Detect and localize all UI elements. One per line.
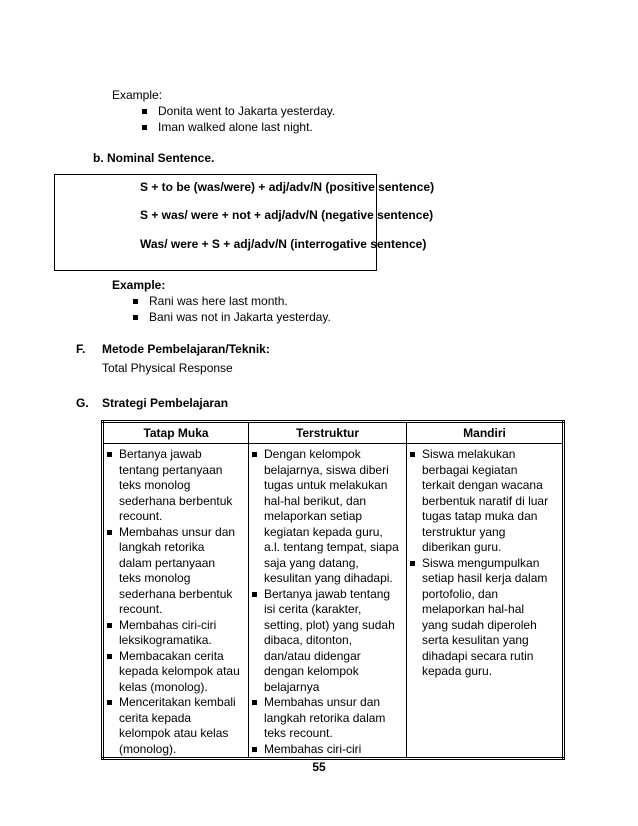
table-row [103, 444, 564, 759]
square-bullet-icon [252, 700, 257, 705]
section-f-title: Metode Pembelajaran/Teknik: [102, 342, 270, 356]
cell-line: terstruktur yang [422, 524, 506, 539]
list-item: Iman walked alone last night. [142, 120, 313, 134]
cell-line: Membahas unsur dan [264, 695, 381, 709]
header-mandiri: Mandiri [407, 422, 564, 444]
cell-line: a.l. tentang tempat, siapa [264, 540, 399, 554]
formula-positive: S + to be (was/were) + adj/adv/N (positive sentence) [140, 180, 435, 194]
cell-line: langkah retorika [119, 540, 205, 554]
cell-line: kesulitan yang dihadapi. [264, 571, 393, 585]
square-bullet-icon [252, 747, 257, 752]
list-item: Donita went to Jakarta yesterday. [142, 104, 335, 118]
list-item [104, 618, 248, 649]
list-item [104, 649, 248, 696]
col-mandiri [407, 444, 564, 759]
cell-line: dan/atau didengar [264, 648, 361, 663]
cell-line: (monolog). [119, 741, 177, 756]
cell-line: dihadapi secara rutin [422, 648, 534, 663]
list-item [249, 695, 406, 742]
cell-line: Bertanya jawab tentang [264, 586, 391, 601]
cell-line: dengan kelompok [264, 664, 359, 678]
cell-line: berbentuk naratif di luar [422, 493, 549, 508]
square-bullet-icon [107, 700, 112, 705]
table-header-row [103, 422, 564, 444]
square-bullet-icon [410, 561, 415, 566]
square-bullet-icon [107, 530, 112, 535]
list-item [407, 556, 562, 680]
cell-line: recount. [119, 602, 163, 616]
nominal-heading: b. Nominal Sentence. [93, 151, 215, 165]
cell-line: kegiatan kepada guru, [264, 524, 383, 539]
cell-line: Siswa mengumpulkan [422, 555, 540, 570]
cell-line: dalam pertanyaan [119, 555, 216, 570]
cell-line: kelas (monolog). [119, 679, 208, 694]
cell-line: teks recount. [264, 726, 333, 740]
cell-line: sederhana berbentuk [119, 586, 233, 601]
strategy-table [101, 420, 565, 760]
cell-line: portofolio, dan [422, 586, 499, 601]
square-bullet-icon [133, 299, 138, 304]
formula-negative: S + was/ were + not + adj/adv/N (negative sentence) [140, 208, 434, 222]
cell-line: Membahas ciri-ciri [264, 741, 362, 756]
square-bullet-icon [133, 315, 138, 320]
square-bullet-icon [142, 109, 147, 114]
example-label: Example: [112, 88, 163, 102]
header-tatap-muka: Tatap Muka [103, 422, 249, 444]
cell-line: leksikogramatika. [119, 633, 212, 647]
section-g-title: Strategi Pembelajaran [102, 396, 229, 410]
cell-line: Membahas ciri-ciri [119, 617, 217, 632]
section-f-letter: F. [76, 342, 86, 356]
cell-line: recount. [119, 509, 163, 523]
cell-line: saja yang datang, [264, 555, 359, 570]
cell-line: tentang pertanyaan [119, 462, 223, 477]
list-item: Rani was here last month. [133, 294, 288, 308]
list-item [249, 742, 406, 758]
page-number: 55 [312, 760, 326, 774]
square-bullet-icon [252, 452, 257, 457]
cell-line: diberikan guru. [422, 540, 502, 554]
cell-line: melaporkan setiap [264, 509, 363, 523]
square-bullet-icon [107, 654, 112, 659]
list-item [407, 447, 562, 556]
cell-line: terkait dengan wacana [422, 478, 543, 492]
cell-line: tugas untuk melakukan [264, 478, 388, 492]
square-bullet-icon [410, 452, 415, 457]
section-f-body: Total Physical Response [102, 361, 233, 375]
cell-line: sederhana berbentuk [119, 493, 233, 508]
square-bullet-icon [107, 623, 112, 628]
cell-line: Dengan kelompok [264, 447, 361, 461]
cell-line: kelompok atau kelas [119, 726, 229, 740]
square-bullet-icon [142, 125, 147, 130]
cell-line: berbagai kegiatan [422, 462, 518, 477]
cell-line: Membahas unsur dan [119, 524, 236, 539]
list-item [104, 447, 248, 525]
cell-line: kepada guru. [422, 664, 493, 678]
cell-line: Membacakan cerita [119, 648, 224, 663]
cell-line: kepada kelompok atau [119, 664, 240, 678]
formula-interrogative: Was/ were + S + adj/adv/N (interrogative sentence) [140, 237, 427, 251]
list-item [104, 695, 248, 757]
cell-line: hal-hal berikut, dan [264, 493, 367, 508]
header-terstruktur: Terstruktur [249, 422, 407, 444]
cell-line: tugas tatap muka dan [422, 509, 538, 523]
cell-line: melaporkan hal-hal [422, 602, 525, 616]
cell-line: Menceritakan kembali [119, 695, 236, 709]
example-label: Example: [112, 278, 166, 292]
list-item [249, 587, 406, 696]
cell-line: setiap hasil kerja dalam [422, 571, 548, 585]
cell-line: cerita kepada [119, 710, 192, 725]
cell-line: Bertanya jawab [119, 447, 202, 461]
cell-line: langkah retorika dalam [264, 710, 386, 725]
cell-line: teks monolog [119, 478, 191, 492]
list-item [104, 525, 248, 618]
square-bullet-icon [107, 452, 112, 457]
square-bullet-icon [252, 592, 257, 597]
section-g-letter: G. [76, 396, 89, 410]
col-terstruktur [249, 444, 407, 759]
list-item: Bani was not in Jakarta yesterday. [133, 310, 331, 324]
col-tatap-muka [103, 444, 249, 759]
cell-line: setting, plot) yang sudah [264, 617, 395, 632]
cell-line: dibaca, ditonton, [264, 633, 353, 647]
cell-line: serta kesulitan yang [422, 633, 529, 647]
cell-line: yang sudah diperoleh [422, 617, 537, 632]
cell-line: belajarnya [264, 679, 320, 694]
list-item [249, 447, 406, 587]
cell-line: belajarnya, siswa diberi [264, 462, 389, 477]
cell-line: Siswa melakukan [422, 447, 516, 461]
cell-line: teks monolog [119, 571, 191, 585]
cell-line: isi cerita (karakter, [264, 602, 362, 616]
